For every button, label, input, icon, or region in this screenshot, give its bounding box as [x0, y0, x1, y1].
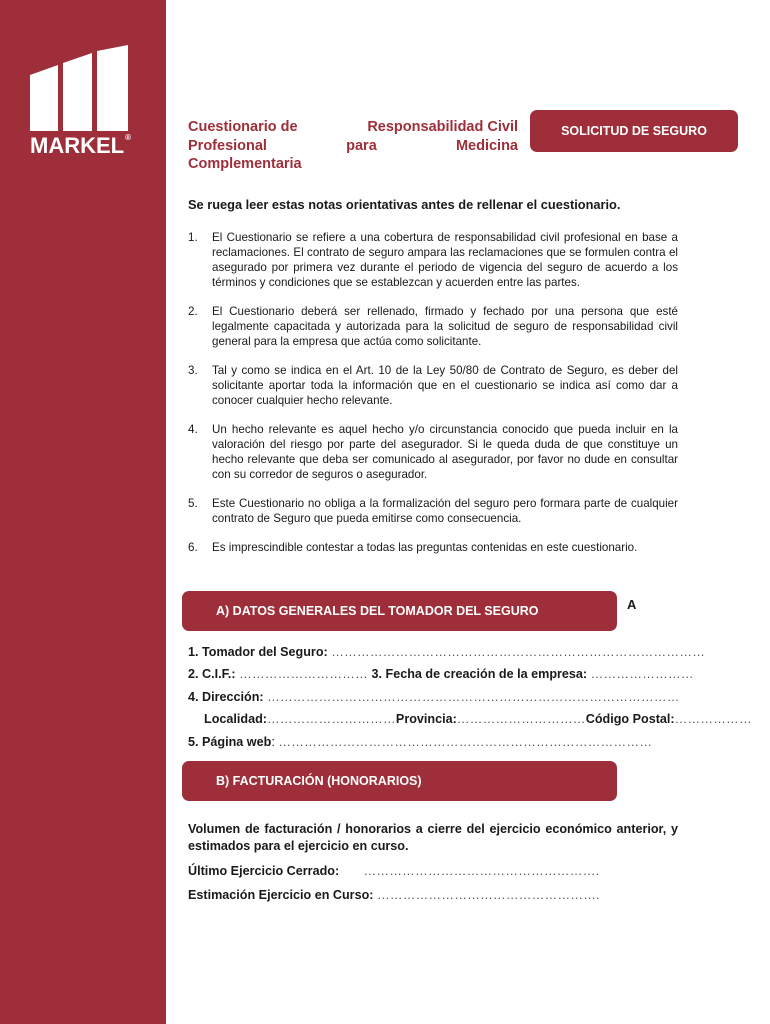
ultimo-ejercicio-field[interactable]: [188, 864, 599, 878]
markel-wordmark: [30, 133, 131, 159]
provincia-blank[interactable]: …………………………: [456, 712, 586, 726]
notes-list: [188, 230, 678, 569]
tomador-label: 1. Tomador del Seguro:: [188, 645, 328, 659]
note-number: 3.: [188, 364, 198, 377]
note-text: Un hecho relevante es aquel hecho y/o circunstancia conocido que pueda incluir en la valoración del riesgo por parte del asegurador. Si le queda duda de que constituye un hecho relevante que deba ser comunicado al asegurador, por favor no dude en consultar con su corredor de seguros o asegurador.: [212, 423, 678, 481]
intro-text: Se ruega leer estas notas orientativas antes de rellenar el cuestionario.: [188, 197, 621, 212]
title-line2-c: Medicina: [455, 137, 518, 154]
brand-sidebar: [0, 0, 166, 1024]
localidad-blank[interactable]: …………………………: [266, 712, 396, 726]
ultimo-ejercicio-blank[interactable]: ……………………………………………….: [363, 864, 600, 878]
estimacion-ejercicio-label: Estimación Ejercicio en Curso:: [188, 888, 374, 902]
markel-logo-icon: [30, 45, 130, 131]
estimacion-ejercicio-field[interactable]: [188, 888, 600, 902]
pagina-web-field[interactable]: [188, 735, 678, 749]
note-item: [188, 230, 678, 290]
note-number: 6.: [188, 541, 198, 554]
section-a-letter: A: [627, 597, 637, 612]
tomador-blank[interactable]: ……………………………………………………………………………: [331, 645, 706, 659]
facturacion-description: Volumen de facturación / honorarios a cierre del ejercicio económico anterior, y estimados para el ejercicio en curso.: [188, 822, 678, 853]
section-b-header: B) FACTURACIÓN (HONORARIOS): [182, 761, 617, 801]
note-number: 1.: [188, 231, 198, 244]
codigo-postal-label: Código Postal:: [585, 712, 675, 726]
direccion-blank[interactable]: ……………………………………………………………………………………: [267, 690, 680, 704]
title-line2-a: Profesional: [188, 137, 267, 154]
title-line1-right: Responsabilidad Civil: [367, 119, 518, 135]
note-text: Este Cuestionario no obliga a la formalización del seguro pero formara parte de cualquier contrato de Seguro que pueda emitirse como consecuencia.: [212, 497, 678, 525]
provincia-label: Provincia:: [395, 712, 457, 726]
cif-blank[interactable]: …………………………: [239, 667, 369, 681]
fecha-label: 3. Fecha de creación de la empresa:: [371, 667, 588, 681]
section-a-header: A) DATOS GENERALES DEL TOMADOR DEL SEGURO: [182, 591, 617, 631]
note-item: [188, 304, 678, 349]
registered-mark: ®: [125, 133, 132, 142]
note-item: [188, 363, 678, 408]
cif-fecha-field[interactable]: [188, 667, 694, 681]
note-item: [188, 540, 678, 555]
direccion-label: 4. Dirección:: [188, 690, 264, 704]
note-number: 4.: [188, 423, 198, 436]
localidad-provincia-cp-field[interactable]: [204, 712, 752, 726]
note-item: [188, 422, 678, 482]
document-title: [188, 118, 518, 174]
note-number: 2.: [188, 305, 198, 318]
pagina-web-number: 5: [188, 735, 196, 749]
title-line2-b: para: [346, 137, 377, 154]
cif-label: 2. C.I.F.:: [188, 667, 236, 681]
markel-logo: [30, 45, 140, 158]
note-text: El Cuestionario se refiere a una cobertura de responsabilidad civil profesional en base a reclamaciones. El contrato de seguro ampara las reclamaciones que se formulen contra el asegurado por primera vez durante el periodo de vigencia del seguro de acuerdo a los términos y condiciones que se establezcan y acuerden entre las partes.: [212, 231, 678, 289]
note-text: Tal y como se indica en el Art. 10 de la Ley 50/80 de Contrato de Seguro, es deber del solicitante aportar toda la información que en el cuestionario se indica así como dar a conocer cualquier hecho relevante.: [212, 364, 678, 407]
solicitud-badge: SOLICITUD DE SEGURO: [530, 110, 738, 152]
ultimo-ejercicio-label: Último Ejercicio Cerrado:: [188, 864, 340, 878]
note-item: [188, 496, 678, 526]
note-text: Es imprescindible contestar a todas las preguntas contenidas en este cuestionario.: [212, 541, 638, 554]
note-text: El Cuestionario deberá ser rellenado, firmado y fechado por una persona que esté legalmente capacitada y autorizada para la solicitud de seguro de responsabilidad civil general para la empresa que actúa como solicitante.: [212, 305, 678, 348]
pagina-web-label: . Página web: [195, 735, 272, 749]
brand-name: MARKEL: [30, 133, 125, 158]
pagina-web-colon: :: [271, 735, 275, 749]
tomador-field[interactable]: [188, 645, 706, 659]
codigo-postal-blank[interactable]: ………………: [674, 712, 752, 726]
direccion-field[interactable]: [188, 690, 678, 704]
title-line3: Complementaria: [188, 156, 302, 172]
pagina-web-blank[interactable]: ……………………………………………………………………………: [278, 735, 653, 749]
note-number: 5.: [188, 497, 198, 510]
localidad-label: Localidad:: [204, 712, 267, 726]
title-line1-left: Cuestionario de: [188, 119, 298, 135]
fecha-blank[interactable]: ……………………: [590, 667, 694, 681]
estimacion-ejercicio-blank[interactable]: …………………………………………….: [376, 888, 600, 902]
